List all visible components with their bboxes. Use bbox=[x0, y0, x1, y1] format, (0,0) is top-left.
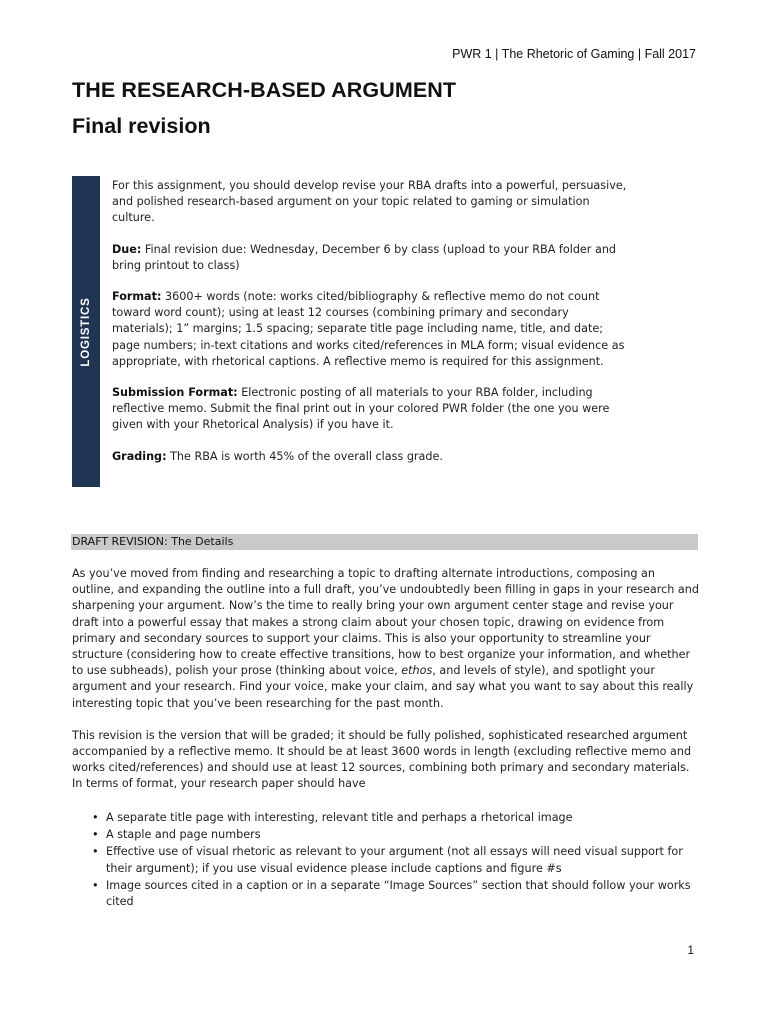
draft-revision-body bbox=[72, 566, 700, 809]
page-number: 1 bbox=[687, 943, 694, 957]
logistics-side-label: LOGISTICS bbox=[80, 296, 92, 367]
list-item: • Effective use of visual rhetoric as relevant to your argument (not all essays will need visual support for their argument); if you use visual evidence please include captions and figure #s bbox=[92, 844, 700, 876]
submission-text: Electronic posting of all materials to your RBA folder, including reflective memo. Submit the final print out in your colored PWR folder (the one you were given with your Rhetorical Analysis) if you have it. bbox=[112, 386, 610, 432]
requirements-list bbox=[92, 810, 700, 911]
section-heading-bar bbox=[71, 534, 698, 550]
due-text: Final revision due: Wednesday, December 6 by class (upload to your RBA folder and bring printout to class) bbox=[112, 242, 617, 272]
logistics-section bbox=[112, 178, 632, 480]
grading-text: The RBA is worth 45% of the overall class grade. bbox=[166, 449, 443, 463]
logistics-intro: For this assignment, you should develop revise your RBA drafts into a powerful, persuasive, and polished research-based argument on your topic related to gaming or simulation culture. bbox=[112, 179, 627, 225]
submission-label: Submission Format: bbox=[112, 386, 238, 400]
document-subtitle: Final revision bbox=[72, 114, 211, 138]
body-paragraph-1 bbox=[72, 566, 700, 712]
grading-paragraph bbox=[112, 449, 632, 465]
body-paragraph-2: This revision is the version that will be graded; it should be fully polished, sophisticated researched argument accompanied by a reflective memo. It should be at least 3600 words in length (excluding reflective memo and works cited/references) and should use at least 12 sources, combining both primary and secondary materials. In terms of format, your research paper should have bbox=[72, 728, 692, 791]
list-item: • Image sources cited in a caption or in a separate “Image Sources” section that should follow your works cited bbox=[92, 878, 700, 910]
format-text: 3600+ words (note: works cited/bibliography & reflective memo do not count toward word count); using at least 12 courses (combining primary and secondary materials); 1” margins; 1.5 spacing; separate title page including name, title, and date; page numbers; in-text citations and works cited/references in MLA form; visual evidence as appropriate, with rhetorical captions. A reflective memo is required for this assignment. bbox=[112, 290, 625, 368]
section-heading: DRAFT REVISION: The Details bbox=[72, 535, 234, 548]
list-item: • A staple and page numbers bbox=[92, 827, 700, 843]
body-paragraph-1-part-a: As you’ve moved from finding and researching a topic to drafting alternate introductions, composing an outline, and expanding the outline into a full draft, you’ve undoubtedly been filling in gaps in your research and sharpening your argument. Now’s the time to really bring your own argument center stage and revise your draft into a powerful essay that makes a strong claim about your chosen topic, drawing on evidence from primary and secondary sources to support your claims. This is also your opportunity to streamline your structure (considering how to create effective transitions, how to best organize your information, and whether to use subheads), polish your prose (thinking about voice, bbox=[72, 567, 699, 678]
course-header: PWR 1 | The Rhetoric of Gaming | Fall 2017 bbox=[452, 47, 696, 61]
logistics-side-bar bbox=[72, 176, 100, 487]
body-paragraph-1-part-b: , and levels of style), and spotlight your argument and your research. Find your voice, make your claim, and say what you want to say about this really interesting topic that you’ve been researching for the past month. bbox=[72, 664, 694, 710]
list-item: • A separate title page with interesting, relevant title and perhaps a rhetorical image bbox=[92, 810, 700, 826]
submission-paragraph bbox=[112, 385, 632, 434]
document-title: THE RESEARCH-BASED ARGUMENT bbox=[72, 78, 457, 102]
ethos-term: ethos bbox=[401, 664, 433, 678]
due-paragraph bbox=[112, 242, 632, 274]
format-label: Format: bbox=[112, 290, 162, 304]
due-label: Due: bbox=[112, 242, 142, 256]
format-paragraph bbox=[112, 289, 632, 370]
grading-label: Grading: bbox=[112, 449, 167, 463]
